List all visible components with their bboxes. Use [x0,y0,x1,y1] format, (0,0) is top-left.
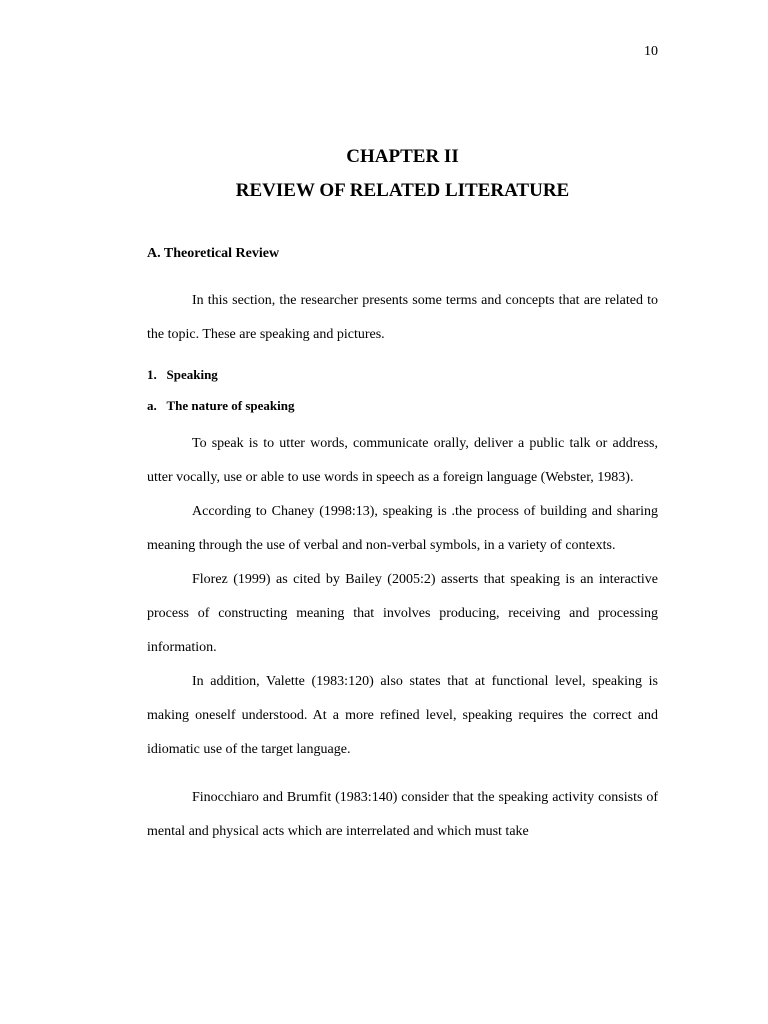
section-heading-theoretical-review: A. Theoretical Review [147,246,280,261]
intro-paragraph: In this section, the researcher presents some terms and concepts that are related to the topic. These are speaking and pictures. [147,293,658,342]
page-number: 10 [644,44,658,59]
chapter-number: CHAPTER II [346,146,459,167]
paragraph-florez: Florez (1999) as cited by Bailey (2005:2) asserts that speaking is an interactive process of constructing meaning that involves producing, receiving and processing information. [147,572,658,655]
paragraph-finocchiaro: Finocchiaro and Brumfit (1983:140) consider that the speaking activity consists of mental and physical acts which are interrelated and which must take [147,790,658,839]
subsection-heading-nature-of-speaking: a. The nature of speaking [147,398,295,413]
paragraph-valette: In addition, Valette (1983:120) also states that at functional level, speaking is making oneself understood. At a more refined level, speaking requires the correct and idiomatic use of the target language. [147,674,658,757]
chapter-title: REVIEW OF RELATED LITERATURE [235,180,570,201]
document-body [147,244,658,849]
paragraph-chaney: According to Chaney (1998:13), speaking is .the process of building and sharing meaning through the use of verbal and non-verbal symbols, in a variety of contexts. [147,504,658,553]
subsection-heading-speaking: 1. Speaking [147,367,218,382]
paragraph-definition: To speak is to utter words, communicate orally, deliver a public talk or address, utter vocally, use or able to use words in speech as a foreign language (Webster, 1983). [147,436,658,485]
chapter-header [0,140,768,208]
